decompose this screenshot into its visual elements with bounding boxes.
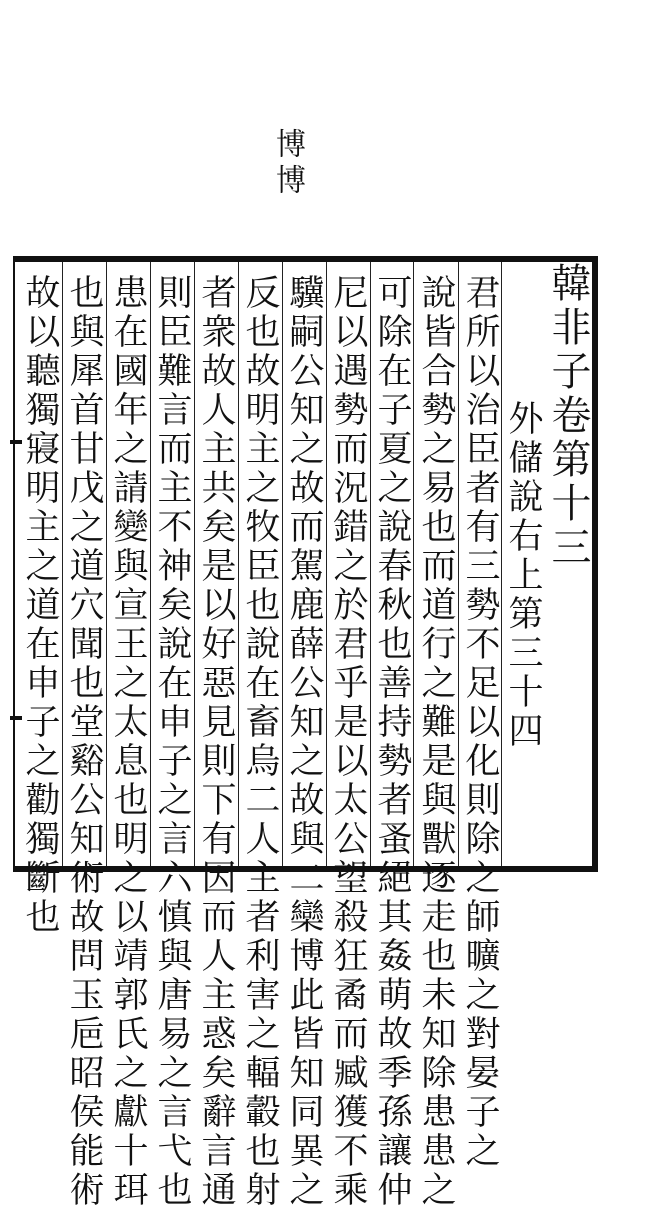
text-column: 可除在子夏之說春秋也善持勢者蚤絕其姦萌故季孫讓仲: [372, 274, 412, 1210]
column-rule: [106, 262, 107, 866]
column-rule: [194, 262, 195, 866]
book-title: 韓非子卷第十三: [545, 262, 591, 570]
section-heading: 外儲說右上第三十四: [503, 400, 543, 751]
text-column: 君所以治臣者有三勢不足以化則除之師曠之對晏子之: [460, 274, 500, 1171]
column-rule: [501, 262, 502, 866]
column-rule: [62, 262, 63, 866]
text-column: 故以聽獨寢明主之道在申子之勸獨斷也: [20, 274, 60, 937]
text-column: 反也故明主之牧臣也說在畜烏二人主者利害之輻轂也射: [240, 274, 280, 1210]
column-rule: [370, 262, 371, 866]
text-column: 驥嗣公知之故而駕鹿薛公知之故與二欒博此皆知同異之: [284, 274, 324, 1210]
text-column: 者衆故人主共矣是以好惡見則下有因而人主惑矣辭言通: [196, 274, 236, 1210]
text-column: 也與犀首甘戊之道穴聞也堂谿公知術故問玉巵昭侯能術: [64, 274, 104, 1210]
text-column: 患在國年之請變與宣王之太息也明之以靖郭氏之獻十珥: [108, 274, 148, 1210]
text-column: 尼以遇勢而況錯之於君乎是以太公望殺狂矞而臧獲不乘: [328, 274, 368, 1210]
column-rule: [150, 262, 151, 866]
text-column: 則臣難言而主不神矣說在申子之言六慎與唐易之言弋也: [152, 274, 192, 1210]
column-rule: [458, 262, 459, 866]
text-column: 說皆合勢之易也而道行之難是與獸逐走也未知除患患之: [416, 274, 456, 1210]
margin-annotation: 博博: [270, 128, 305, 200]
column-rule: [413, 262, 414, 866]
column-rule: [282, 262, 283, 866]
column-rule: [326, 262, 327, 866]
column-rule: [238, 262, 239, 866]
